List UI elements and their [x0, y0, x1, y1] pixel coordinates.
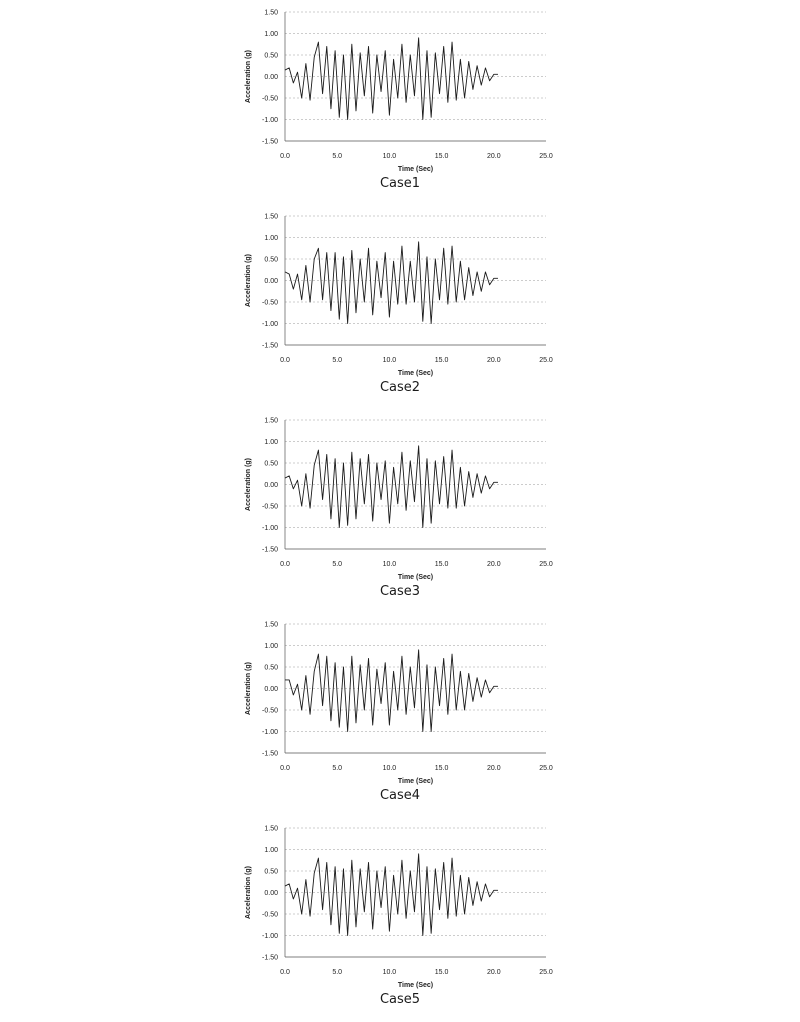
chart-3: [0, 408, 800, 590]
y-tick-label: 0.50: [264, 52, 278, 60]
y-tick-label: -0.50: [262, 503, 278, 511]
y-tick-label: 0.00: [264, 278, 278, 285]
y-tick-label: -1.00: [262, 525, 278, 532]
x-tick-label: 0.0: [280, 969, 290, 976]
y-tick-label: 1.00: [264, 235, 278, 242]
y-tick-label: -1.00: [262, 321, 278, 328]
chart-1: [0, 0, 800, 182]
y-axis-label: Acceleration (g): [245, 458, 252, 511]
chart-2: [0, 204, 800, 386]
x-tick-label: 15.0: [434, 561, 449, 568]
x-tick-label: 25.0: [539, 153, 553, 160]
x-tick-label: 5.0: [332, 765, 343, 772]
x-tick-label: 10.0: [382, 765, 397, 772]
x-tick-label: 15.0: [434, 153, 449, 160]
chart-caption: Case2: [379, 380, 421, 395]
y-tick-label: 1.50: [264, 213, 278, 221]
acceleration-series-line: [285, 854, 498, 936]
y-tick-label: 1.50: [264, 621, 278, 629]
x-tick-label: 25.0: [539, 969, 553, 976]
x-tick-label: 20.0: [486, 357, 501, 364]
acceleration-series-line: [285, 38, 498, 120]
y-tick-label: 0.00: [264, 686, 278, 693]
chart-4: [0, 612, 800, 794]
y-tick-label: 1.00: [264, 31, 278, 38]
x-axis-label: Time (Sec): [397, 982, 434, 989]
x-tick-label: 5.0: [332, 153, 343, 160]
chart-panel-5: [0, 816, 800, 1020]
y-tick-label: -1.50: [262, 138, 278, 146]
y-tick-label: -1.50: [262, 954, 278, 962]
y-tick-label: 1.00: [264, 643, 278, 650]
x-tick-label: 5.0: [332, 357, 343, 364]
y-tick-label: 1.50: [264, 9, 278, 17]
y-tick-label: -1.50: [262, 546, 278, 554]
x-tick-label: 10.0: [382, 357, 397, 364]
chart-panel-2: [0, 204, 800, 408]
chart-caption: Case1: [379, 176, 421, 191]
y-axis-label: Acceleration (g): [245, 866, 252, 919]
x-tick-label: 15.0: [434, 765, 449, 772]
x-tick-label: 20.0: [486, 153, 501, 160]
y-tick-label: -0.50: [262, 707, 278, 715]
y-tick-label: 1.00: [264, 847, 278, 854]
y-tick-label: 0.00: [264, 482, 278, 489]
y-tick-label: -0.50: [262, 299, 278, 307]
x-tick-label: 0.0: [280, 561, 290, 568]
x-axis-label: Time (Sec): [397, 370, 434, 377]
y-axis-label: Acceleration (g): [245, 254, 252, 307]
x-tick-label: 10.0: [382, 153, 397, 160]
y-tick-label: -1.00: [262, 729, 278, 736]
chart-caption: Case4: [379, 788, 421, 803]
acceleration-series-line: [285, 242, 498, 324]
x-tick-label: 15.0: [434, 357, 449, 364]
chart-panel-4: [0, 612, 800, 816]
x-tick-label: 20.0: [486, 969, 501, 976]
x-tick-label: 25.0: [539, 357, 553, 364]
x-tick-label: 5.0: [332, 969, 343, 976]
y-tick-label: 0.50: [264, 664, 278, 672]
x-tick-label: 25.0: [539, 561, 553, 568]
chart-5: [0, 816, 800, 998]
y-axis-label: Acceleration (g): [245, 662, 252, 715]
y-tick-label: 0.50: [264, 256, 278, 264]
x-tick-label: 15.0: [434, 969, 449, 976]
y-tick-label: -0.50: [262, 95, 278, 103]
chart-caption: Case5: [379, 992, 421, 1007]
x-tick-label: 10.0: [382, 561, 397, 568]
y-tick-label: 0.00: [264, 890, 278, 897]
x-axis-label: Time (Sec): [397, 778, 434, 785]
x-tick-label: 0.0: [280, 153, 290, 160]
y-axis-label: Acceleration (g): [245, 50, 252, 103]
chart-caption: Case3: [379, 584, 421, 599]
y-tick-label: -0.50: [262, 911, 278, 919]
y-tick-label: -1.50: [262, 750, 278, 758]
y-tick-label: 0.50: [264, 460, 278, 468]
acceleration-series-line: [285, 650, 498, 732]
x-tick-label: 25.0: [539, 765, 553, 772]
x-tick-label: 20.0: [486, 561, 501, 568]
chart-panel-3: [0, 408, 800, 612]
x-tick-label: 10.0: [382, 969, 397, 976]
x-tick-label: 0.0: [280, 357, 290, 364]
y-tick-label: 0.00: [264, 74, 278, 81]
y-tick-label: 0.50: [264, 868, 278, 876]
chart-panel-1: [0, 0, 800, 204]
x-axis-label: Time (Sec): [397, 166, 434, 173]
acceleration-series-line: [285, 446, 498, 528]
y-tick-label: -1.00: [262, 117, 278, 124]
y-tick-label: -1.50: [262, 342, 278, 350]
y-tick-label: 1.00: [264, 439, 278, 446]
x-tick-label: 20.0: [486, 765, 501, 772]
y-tick-label: -1.00: [262, 933, 278, 940]
x-tick-label: 5.0: [332, 561, 343, 568]
x-axis-label: Time (Sec): [397, 574, 434, 581]
y-tick-label: 1.50: [264, 825, 278, 833]
y-tick-label: 1.50: [264, 417, 278, 425]
x-tick-label: 0.0: [280, 765, 290, 772]
